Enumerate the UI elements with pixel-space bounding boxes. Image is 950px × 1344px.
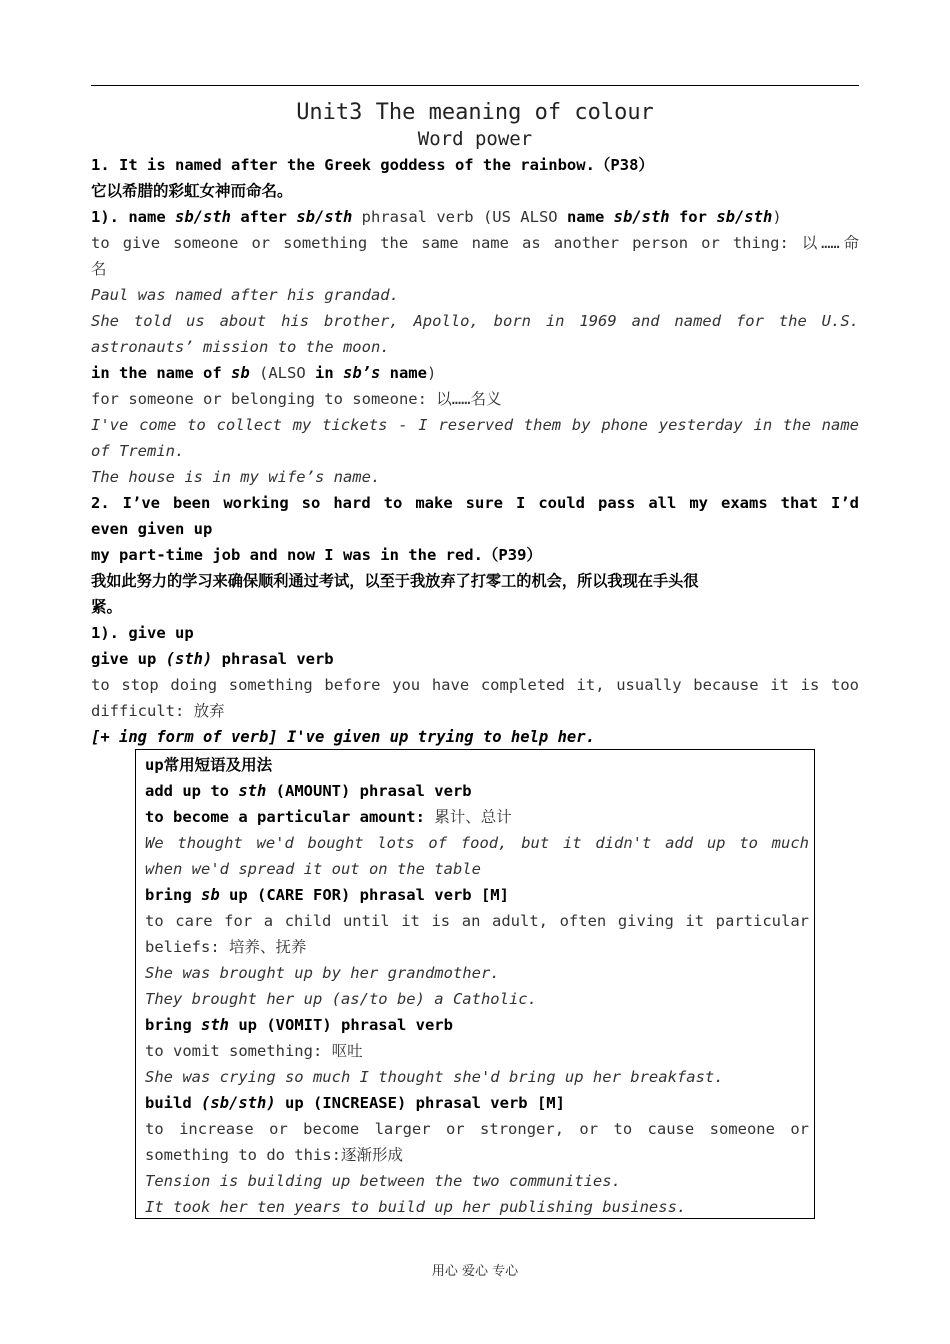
build-up-headword (145, 1090, 809, 1116)
headword-part: after (231, 208, 297, 226)
definition-line: to give someone or something the same name as another person or thing: 以……命 (91, 234, 859, 252)
example-sentence: We thought we'd bought lots of food, but it didn't add up to much (145, 834, 809, 852)
headword-part: phrasal verb (US ALSO (352, 208, 567, 226)
item1-entry2-headword (91, 360, 859, 386)
page-subtitle: Word power (417, 128, 533, 150)
example-sentence: She was crying so much I thought she'd bring up her breakfast. (145, 1068, 724, 1086)
example-sentence: [+ ing form of verb] I've given up trying to help her. (91, 728, 595, 746)
definition-line: to vomit something: 呕吐 (145, 1042, 363, 1060)
definition-chinese: 累计、总计 (434, 808, 512, 826)
bring-up-vomit-headword (145, 1012, 809, 1038)
item1-translation: 它以希腊的彩虹女神而命名。 (91, 182, 293, 200)
headword-part: give up (91, 650, 166, 668)
headword-part: sth (201, 1016, 229, 1034)
definition-line: something to do this:逐渐形成 (145, 1146, 403, 1164)
item2-entry1-headword (91, 646, 859, 672)
example-sentence: astronauts’ mission to the moon. (91, 338, 390, 356)
example-sentence: Paul was named after his grandad. (91, 286, 399, 304)
headword-part: (AMOUNT) phrasal verb (266, 782, 472, 800)
add-up-headword (145, 778, 809, 804)
headword-part: add up to (145, 782, 239, 800)
page-title: Unit3 The meaning of colour (296, 100, 654, 125)
phrases-box (135, 749, 815, 1219)
item2-translation: 紧。 (91, 598, 123, 616)
headword-part: (sb/sth) (201, 1094, 276, 1112)
headword-part: sb/sth (613, 208, 670, 226)
phrases-box-content (145, 752, 809, 1220)
headword-part: in the name of (91, 364, 231, 382)
example-sentence: when we'd spread it out on the table (145, 860, 481, 878)
definition-line: to increase or become larger or stronger, or to cause someone or (145, 1120, 809, 1138)
headword-part: up (CARE FOR) phrasal verb [M] (219, 886, 509, 904)
headword-part: for (669, 208, 717, 226)
definition-line: to stop doing something before you have completed it, usually because it is too (91, 676, 859, 694)
headword-part: in (314, 364, 343, 382)
definition-line: beliefs: 培养、抚养 (145, 938, 307, 956)
definition-line (145, 804, 809, 830)
example-sentence: of Tremin. (91, 442, 185, 460)
example-sentence: They brought her up (as/to be) a Catholic. (145, 990, 537, 1008)
item2-sentence: 2. I’ve been working so hard to make sure I could pass all my exams that I’d (91, 494, 859, 512)
headword-part: build (145, 1094, 201, 1112)
headword-part: bring (145, 1016, 201, 1034)
headword-part: (ALSO (249, 364, 315, 382)
headword-part: (sth) (165, 650, 213, 668)
definition-line: 名 (91, 260, 107, 278)
item2-translation: 我如此努力的学习来确保顺利通过考试，以至于我放弃了打零工的机会，所以我现在手头很 (91, 572, 699, 590)
item2-entry1-heading: 1). give up (91, 624, 194, 642)
example-sentence: It took her ten years to build up her publishing business. (145, 1198, 687, 1216)
example-sentence: Tension is building up between the two communities. (145, 1172, 621, 1190)
headword-part: sth (238, 782, 267, 800)
headword-part: name (380, 364, 427, 382)
definition-line: to care for a child until it is an adult, often giving it particular (145, 912, 809, 930)
headword-part: sb/sth (716, 208, 773, 226)
item1-sentence: 1. It is named after the Greek goddess of the rainbow.（P38） (91, 156, 654, 174)
headword-part: name (566, 208, 614, 226)
headword-part: ) (772, 208, 782, 226)
headword-part: sb’s (342, 364, 381, 382)
definition-text: to become a particular amount: (145, 808, 435, 826)
headword-part: phrasal verb (212, 650, 334, 668)
item2-sentence: my part-time job and now I was in the red.（P39） (91, 546, 542, 564)
entry-number: 1). (91, 208, 129, 226)
item1-entry1-headword (91, 204, 859, 230)
headword-part: name (128, 208, 175, 226)
definition-line: difficult: 放弃 (91, 702, 225, 720)
headword-part: bring (145, 886, 201, 904)
bring-up-care-headword (145, 882, 809, 908)
example-sentence: The house is in my wife’s name. (91, 468, 381, 486)
example-sentence: She told us about his brother, Apollo, born in 1969 and named for the U.S. (91, 312, 859, 330)
main-content (91, 152, 859, 750)
headword-part: up (INCREASE) phrasal verb [M] (275, 1094, 565, 1112)
header-rule (91, 85, 859, 86)
headword-part: sb/sth (175, 208, 231, 226)
headword-part: sb/sth (296, 208, 353, 226)
example-sentence: I've come to collect my tickets - I reserved them by phone yesterday in the name (91, 416, 859, 434)
headword-part: up (VOMIT) phrasal verb (229, 1016, 453, 1034)
example-sentence: She was brought up by her grandmother. (145, 964, 500, 982)
definition-line: for someone or belonging to someone: 以……名义 (91, 390, 502, 408)
item2-sentence: even given up (91, 520, 213, 538)
page-footer: 用心 爱心 专心 (431, 1264, 519, 1279)
headword-part: ) (426, 364, 437, 382)
headword-part: sb (201, 886, 220, 904)
box-heading: up常用短语及用法 (145, 756, 273, 774)
headword-part: sb (230, 364, 250, 382)
